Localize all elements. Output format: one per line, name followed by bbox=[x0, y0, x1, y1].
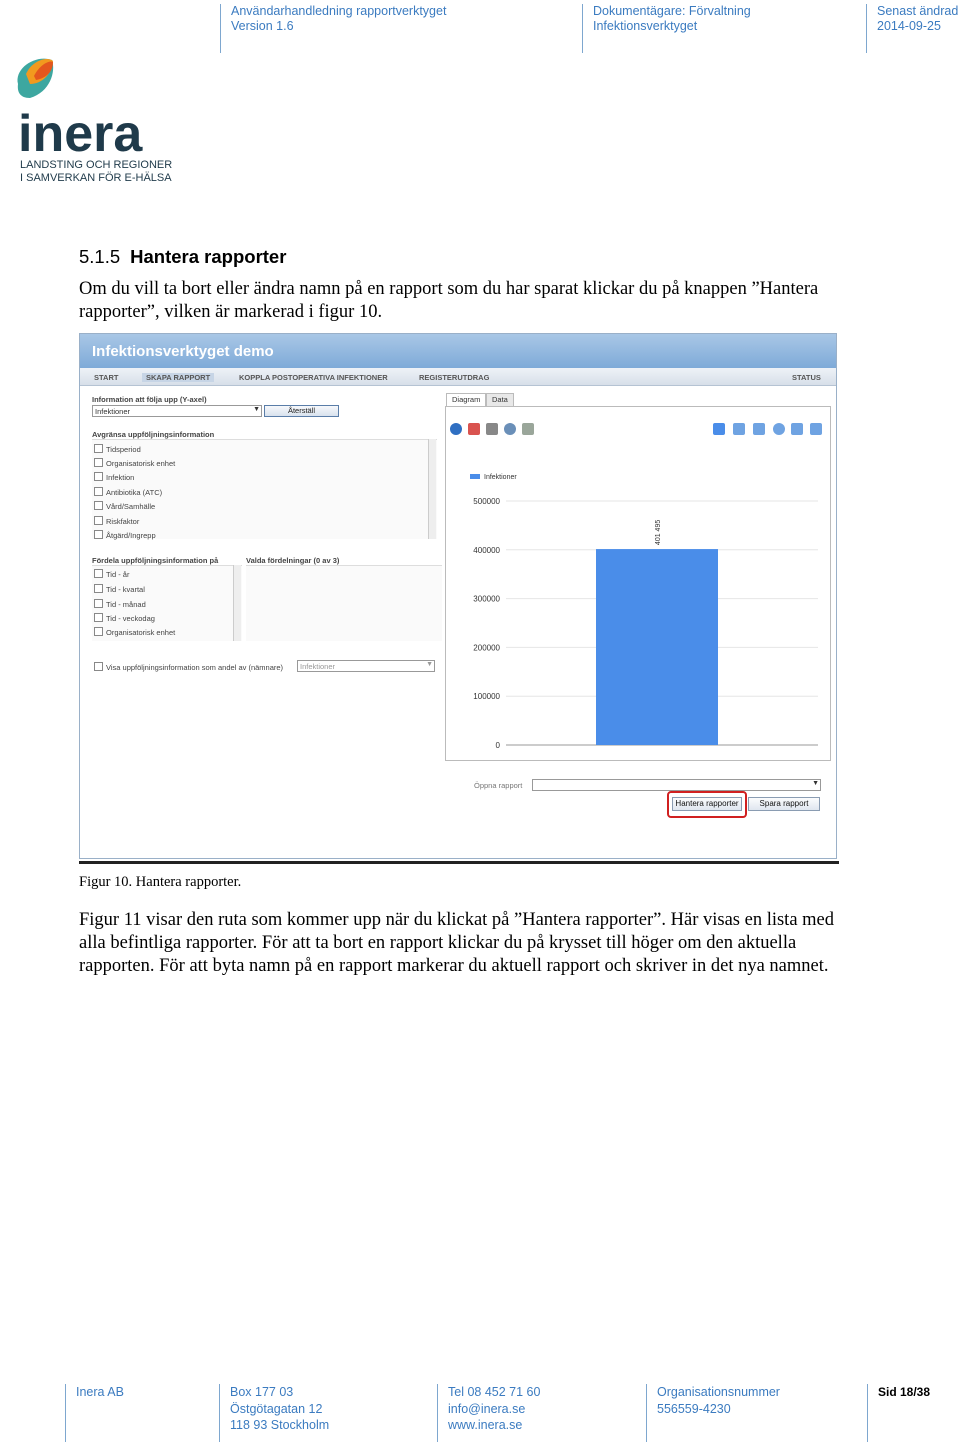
intro-paragraph: Om du vill ta bort eller ändra namn på en rapport som du har sparat klickar du på knappen ”Hantera rapporter”, vilken är markerad i figur 10. bbox=[79, 279, 819, 322]
distribute-scrollbar[interactable] bbox=[233, 565, 241, 641]
y-axis-label: Information att följa upp (Y-axel) bbox=[92, 395, 207, 404]
nav-status[interactable]: STATUS bbox=[792, 373, 821, 382]
header-owner bbox=[582, 4, 864, 53]
chart-panel bbox=[445, 406, 831, 761]
header-owner-line2: Infektionsverktyget bbox=[593, 19, 698, 33]
footer-org-number: 556559-4230 bbox=[657, 1401, 731, 1416]
header-owner-line1: Dokumentägare: Förvaltning bbox=[593, 4, 751, 18]
tab-diagram[interactable]: Diagram bbox=[446, 393, 486, 406]
limit-item[interactable]: Infektion bbox=[94, 472, 134, 482]
distribute-item[interactable]: Tid - veckodag bbox=[94, 613, 155, 623]
header-changed-date: 2014-09-25 bbox=[877, 19, 941, 33]
header-doc-title bbox=[220, 4, 580, 53]
y-tick-label: 100000 bbox=[473, 692, 500, 702]
chevron-down-icon: ▼ bbox=[812, 780, 819, 787]
distribute-item[interactable]: Tid - månad bbox=[94, 599, 146, 609]
legend-label: Infektioner bbox=[484, 474, 517, 481]
header-changed-label: Senast ändrad bbox=[877, 4, 959, 18]
distribute-item[interactable]: Tid - kvartal bbox=[94, 584, 145, 594]
nav-register[interactable]: REGISTERUTDRAG bbox=[419, 373, 490, 382]
footer-page bbox=[867, 1384, 960, 1442]
limit-item[interactable]: Vård/Samhälle bbox=[94, 501, 155, 511]
bar bbox=[596, 549, 718, 745]
distribute-item[interactable]: Tid - år bbox=[94, 569, 129, 579]
share-select-value: Infektioner bbox=[300, 662, 336, 671]
figure-caption: Figur 10. Hantera rapporter. bbox=[79, 874, 242, 890]
tab-data[interactable]: Data bbox=[486, 393, 514, 406]
nav-link-infections[interactable]: KOPPLA POSTOPERATIVA INFEKTIONER bbox=[239, 373, 388, 382]
footer-company bbox=[65, 1384, 215, 1442]
footer-address-line: Östgötagatan 12 bbox=[230, 1401, 323, 1416]
y-tick-label: 500000 bbox=[473, 497, 500, 506]
share-checkbox[interactable]: Visa uppföljningsinformation som andel av (nämnare) bbox=[94, 662, 283, 672]
footer-address bbox=[219, 1384, 434, 1442]
header-version: Version 1.6 bbox=[231, 19, 294, 33]
nav-create-report[interactable]: SKAPA RAPPORT bbox=[142, 373, 214, 382]
section-heading bbox=[79, 246, 286, 268]
distribute-label: Fördela uppföljningsinformation på bbox=[92, 556, 219, 565]
manage-reports-button[interactable]: Hantera rapporter bbox=[672, 797, 742, 811]
footer-phone: Tel 08 452 71 60 bbox=[448, 1385, 541, 1399]
y-axis-select[interactable] bbox=[92, 405, 262, 417]
footer-website[interactable]: www.inera.se bbox=[448, 1418, 523, 1432]
bar-chart bbox=[446, 407, 832, 762]
legend-swatch bbox=[470, 474, 480, 479]
logo-tagline-1: LANDSTING OCH REGIONER bbox=[20, 159, 173, 171]
chevron-down-icon: ▼ bbox=[426, 661, 433, 668]
logo-tagline-2: I SAMVERKAN FÖR E-HÄLSA bbox=[20, 172, 172, 184]
save-report-button[interactable]: Spara rapport bbox=[748, 797, 820, 811]
figure-rule bbox=[79, 861, 839, 864]
footer-org bbox=[646, 1384, 864, 1442]
limit-scrollbar[interactable] bbox=[428, 439, 436, 539]
footer-address-line: Box 177 03 bbox=[230, 1385, 294, 1399]
limit-label: Avgränsa uppföljningsinformation bbox=[92, 430, 215, 439]
selected-list bbox=[246, 565, 442, 641]
distribute-item[interactable]: Organisatorisk enhet bbox=[94, 627, 175, 637]
limit-item[interactable]: Åtgärd/Ingrepp bbox=[94, 530, 156, 540]
data-label: 401 495 bbox=[655, 519, 662, 546]
footer-email[interactable]: info@inera.se bbox=[448, 1401, 526, 1416]
selected-label: Valda fördelningar (0 av 3) bbox=[246, 556, 340, 565]
limit-item[interactable]: Antibiotika (ATC) bbox=[94, 487, 162, 497]
limit-item[interactable]: Tidsperiod bbox=[94, 444, 141, 454]
footer-org-label: Organisationsnummer bbox=[657, 1385, 780, 1399]
chevron-down-icon: ▼ bbox=[253, 406, 260, 413]
open-report-select[interactable] bbox=[532, 779, 821, 791]
app-nav bbox=[80, 368, 836, 386]
footer-contact bbox=[437, 1384, 642, 1442]
footer-address-line: 118 93 Stockholm bbox=[230, 1418, 330, 1432]
share-select[interactable] bbox=[297, 660, 435, 672]
logo-wordmark: inera bbox=[18, 105, 143, 163]
open-report-label: Öppna rapport bbox=[474, 781, 523, 790]
header-changed bbox=[866, 4, 960, 53]
section-title: Hantera rapporter bbox=[130, 246, 287, 267]
y-tick-label: 300000 bbox=[473, 594, 500, 604]
footer-company-name: Inera AB bbox=[76, 1385, 124, 1399]
reset-button[interactable]: Återställ bbox=[264, 405, 339, 417]
y-tick-label: 400000 bbox=[473, 545, 500, 555]
y-tick-label: 0 bbox=[495, 741, 500, 750]
y-axis-select-value: Infektioner bbox=[95, 407, 131, 416]
header-doc-title-line1: Användarhandledning rapportverktyget bbox=[231, 4, 447, 18]
nav-start[interactable]: START bbox=[94, 373, 119, 382]
app-title: Infektionsverktyget demo bbox=[80, 334, 836, 368]
page-number: Sid 18/38 bbox=[878, 1385, 931, 1399]
limit-item[interactable]: Riskfaktor bbox=[94, 516, 139, 526]
inera-logo bbox=[6, 54, 176, 189]
figure-screenshot bbox=[79, 333, 837, 859]
limit-item[interactable]: Organisatorisk enhet bbox=[94, 458, 175, 468]
y-tick-label: 200000 bbox=[473, 643, 500, 653]
body-paragraph: Figur 11 visar den ruta som kommer upp när du klickat på ”Hantera rapporter”. Här visas en lista med alla befintliga rapporter. För att ta bort en rapport klickar du på krysset till höger om den aktuella rapporten. För att byta namn på en rapport markerar du aktuell rapport och skriver in det nya namnet. bbox=[79, 910, 835, 976]
section-number: 5.1.5 bbox=[79, 246, 121, 267]
